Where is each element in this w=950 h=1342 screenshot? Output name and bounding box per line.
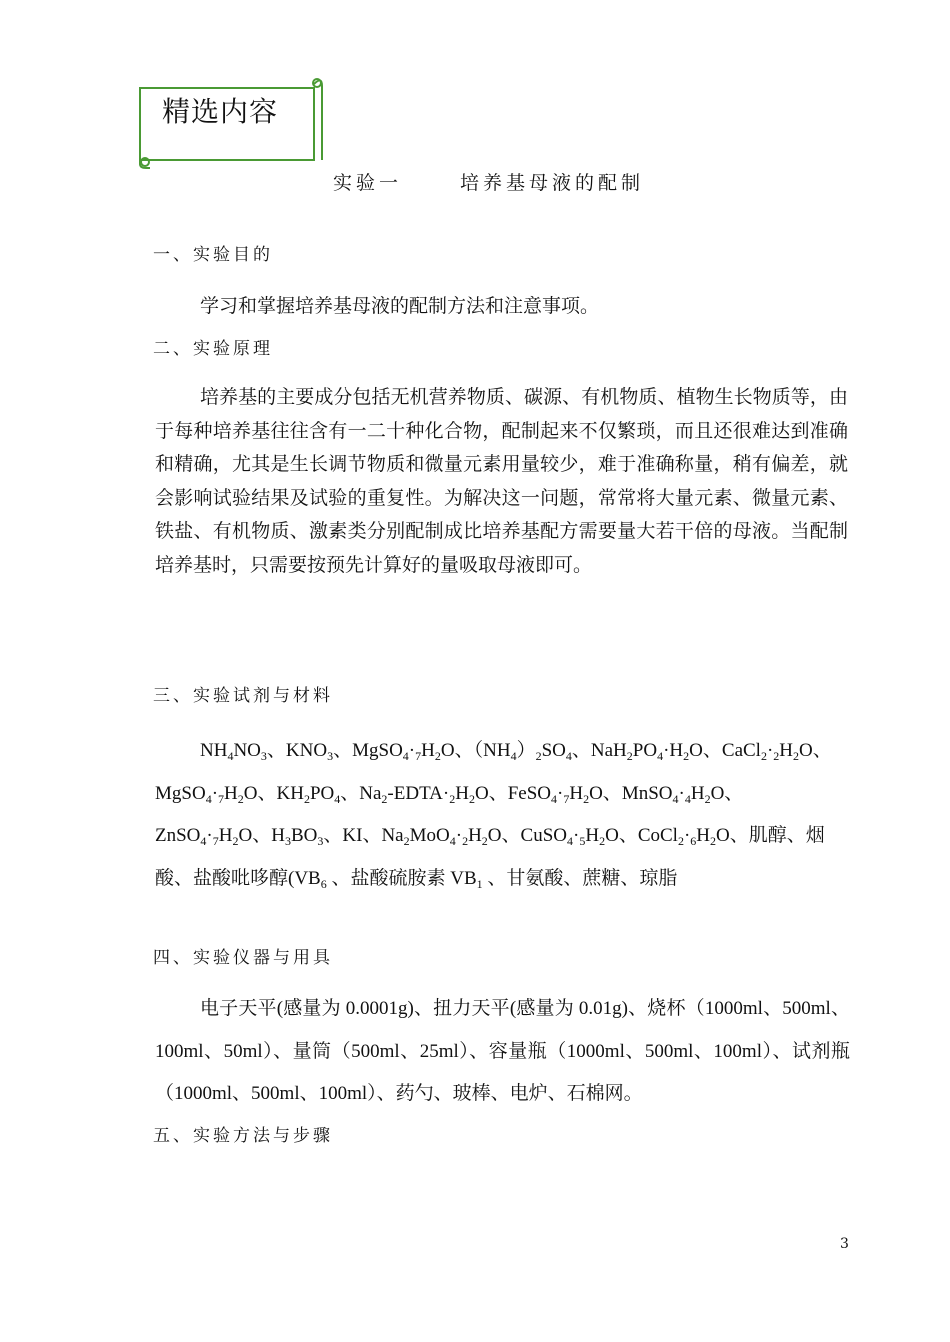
reagent-item: $MnSO_4\cdot_4H_2O$ bbox=[621, 782, 725, 806]
section-heading-principle: 二、实验原理 bbox=[153, 339, 273, 359]
reagent-item: $NH_4NO_3$ bbox=[200, 740, 267, 763]
reagent-item: $KNO_3$ bbox=[285, 740, 334, 763]
page-number: 3 bbox=[840, 1236, 849, 1252]
reagent-item: $CaCl_2\cdot_2H_2O$ bbox=[721, 740, 813, 763]
reagent-item: $Na_2MoO_4\cdot_2H_2O$ bbox=[381, 825, 502, 848]
section-heading-purpose: 一、实验目的 bbox=[153, 245, 273, 265]
reagent-item: $KH_2PO_4$ bbox=[276, 782, 341, 806]
reagent-item: $CuSO_4\cdot_5H_2O$ bbox=[520, 825, 619, 848]
reagent-item: $FeSO_4\cdot_7H_2O$ bbox=[507, 782, 603, 806]
section-heading-reagents: 三、实验试剂与材料 bbox=[153, 686, 333, 706]
section-heading-steps: 五、实验方法与步骤 bbox=[153, 1126, 333, 1146]
experiment-number: 实验一 bbox=[333, 172, 403, 194]
reagent-formulas: $NH_4NO_3$、$KNO_3$、$MgSO_4\cdot_7H_2O$、$(NH_4)_2SO_4$、$NaH_2PO_4\cdot H_2O$、$CaCl_2\cdot_2H_2O$、$MgSO_4\cdot_7H_2O$、$KH_2PO_4$、$Na_2-EDTA\cdot_2H_2O$、$FeSO_4\cdot_7H_2O$、$MnSO_4\cdot_4H_2O$、$ZnSO_4\cdot_7H_2O$、$H_3BO_3$、KI、$Na_2MoO_4\cdot_2H_2O$、$CuSO_4\cdot_5H_2O$、$CoCl_2\cdot_6H_2O$ bbox=[155, 740, 832, 848]
reagent-list-tail: 、肌醇、烟酸、盐酸吡哆醇($VB_6$ 、盐酸硫胺素 $VB_1$ 、甘氨酸、蔗糖、琼脂 bbox=[155, 825, 825, 891]
experiment-name: 培养基母液的配制 bbox=[460, 172, 645, 194]
banner-label: 精选内容 bbox=[162, 95, 279, 128]
reagent-item: $Na_2-EDTA\cdot_2H_2O$ bbox=[359, 782, 489, 806]
section-heading-equipment: 四、实验仪器与用具 bbox=[153, 948, 333, 968]
principle-text: 培养基的主要成分包括无机营养物质、碳源、有机物质、植物生长物质等，由于每种培养基往往含有一二十种化合物，配制起来不仅繁琐，而且还很难达到准确和精确，尤其是生长调节物质和微量元素用量较少，难于准确称量，稍有偏差，就会影响试验结果及试验的重复性。为解决这一问题，常常将大量元素、微量元素、铁盐、有机物质、激素类分别配制成比培养基配方需要量大若干倍的母液。当配制培养基时，只需要按预先计算好的量吸取母液即可。 bbox=[155, 386, 848, 576]
reagent-item: $NaH_2PO_4\cdot H_2O$ bbox=[590, 740, 703, 763]
reagent-item: $H_3BO_3$ bbox=[271, 825, 324, 848]
featured-banner bbox=[136, 74, 332, 170]
equipment-text: 电子天平(感量为 0.0001g)、扭力天平(感量为 0.01g)、烧杯（1000ml、500ml、100ml、50ml）、量筒（500ml、25ml）、容量瓶（1000ml、500ml、100ml）、试剂瓶（1000ml、500ml、100ml）、药勺、玻棒、电炉、石棉网。 bbox=[155, 998, 850, 1104]
purpose-text: 学习和掌握培养基母液的配制方法和注意事项。 bbox=[200, 295, 600, 317]
experiment-title bbox=[333, 168, 644, 195]
reagent-item: $CoCl_2\cdot_6H_2O$ bbox=[637, 825, 730, 848]
reagent-list bbox=[155, 730, 850, 900]
reagent-item: $MgSO_4\cdot_7H_2O$ bbox=[352, 740, 455, 763]
reagent-item: KI bbox=[342, 825, 363, 846]
reagent-item: $ZnSO_4\cdot_7H_2O$ bbox=[155, 825, 253, 848]
reagent-item: $MgSO_4\cdot_7H_2O$ bbox=[155, 782, 258, 806]
reagent-item: $(NH_4)_2SO_4$ bbox=[473, 740, 572, 763]
